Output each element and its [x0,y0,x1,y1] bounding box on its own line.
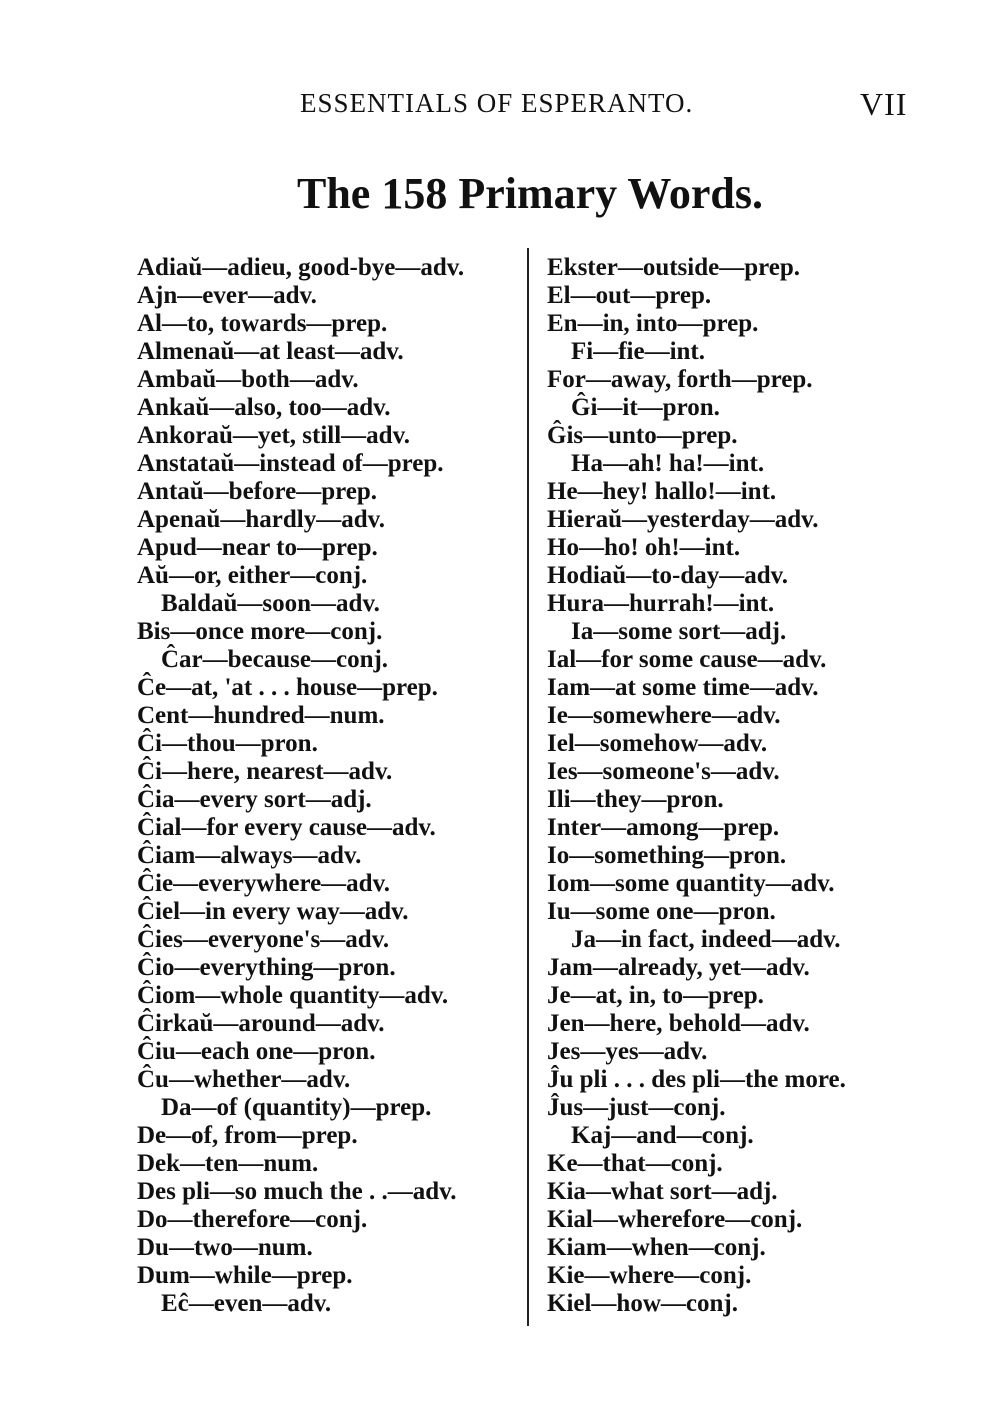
page-title: The 158 Primary Words. [296,169,764,218]
word-entry: Ĉu—whether—adv. [137,1066,351,1093]
word-entry: Ĉiu—each one—pron. [137,1038,376,1065]
word-entry: Ĉirkaŭ—around—adv. [137,1010,385,1037]
word-entry: Iom—some quantity—adv. [547,870,835,897]
word-entry: Jes—yes—adv. [547,1038,708,1065]
word-entry: Ie—somewhere—adv. [547,702,781,729]
word-entry: Jam—already, yet—adv. [547,954,810,981]
word-entry: Ĝi—it—pron. [571,394,720,421]
word-entry: Du—two—num. [137,1234,313,1261]
word-entry: Ankaŭ—also, too—adv. [137,394,391,421]
word-entry: Io—something—pron. [547,842,787,869]
word-entry: Eĉ—even—adv. [161,1290,332,1317]
word-entry: Ĵu pli . . . des pli—the more. [547,1066,846,1093]
word-entry: Kial—wherefore—conj. [547,1206,803,1233]
word-entry: Kia—what sort—adj. [547,1178,778,1205]
word-entry: Antaŭ—before—prep. [137,478,378,505]
column-divider [527,248,529,1326]
word-entry: En—in, into—prep. [547,310,759,337]
word-entry: Ili—they—pron. [547,786,724,813]
word-entry: El—out—prep. [547,282,712,309]
word-entry: De—of, from—prep. [137,1122,358,1149]
word-entry: Iel—somehow—adv. [547,730,768,757]
word-entry: Inter—among—prep. [547,814,780,841]
word-entry: Ajn—ever—adv. [137,282,317,309]
word-entry: Dum—while—prep. [137,1262,353,1289]
word-entry: Ja—in fact, indeed—adv. [571,926,841,953]
word-entry: Apenaŭ—hardly—adv. [137,506,385,533]
word-entry: Fi—fie—int. [571,338,706,365]
word-entry: Apud—near to—prep. [137,534,378,561]
word-entry: Ĉial—for every cause—adv. [137,814,436,841]
word-entry: Adiaŭ—adieu, good-bye—adv. [137,254,465,281]
word-entry: Ĉiel—in every way—adv. [137,898,409,925]
word-entry: Ankoraŭ—yet, still—adv. [137,422,410,449]
word-entry: Baldaŭ—soon—adv. [161,590,380,617]
word-entry: Ekster—outside—prep. [547,254,801,281]
word-entry: Anstataŭ—instead of—prep. [137,450,444,477]
word-entry: Ĉe—at, 'at . . . house—prep. [137,674,438,701]
word-entry: Ĉi—thou—pron. [137,730,318,757]
word-entry: Ĵus—just—conj. [547,1094,726,1121]
word-entry: Ho—ho! oh!—int. [547,534,741,561]
word-entry: Kiam—when—conj. [547,1234,766,1261]
running-title: ESSENTIALS OF ESPERANTO. [300,88,694,118]
word-entry: Dek—ten—num. [137,1150,319,1177]
word-entry: Hieraŭ—yesterday—adv. [547,506,819,533]
word-entry: Ies—someone's—adv. [547,758,780,785]
word-entry: Ha—ah! ha!—int. [571,450,765,477]
word-entry: Ĉie—everywhere—adv. [137,870,390,897]
page-number: VII [860,86,908,122]
word-entry: Da—of (quantity)—prep. [161,1094,432,1121]
right-word-column [547,254,846,1318]
word-entry: Ĉi—here, nearest—adv. [137,758,393,785]
word-entry: Ĉio—everything—pron. [137,954,396,981]
word-entry: For—away, forth—prep. [547,366,813,393]
word-entry: Ĉies—everyone's—adv. [137,926,390,953]
word-entry: Aŭ—or, either—conj. [137,562,368,589]
word-entry: Kiel—how—conj. [547,1290,738,1317]
word-entry: Almenaŭ—at least—adv. [137,338,404,365]
word-entry: Kaj—and—conj. [571,1122,754,1149]
word-entry: Ĉiom—whole quantity—adv. [137,982,449,1009]
word-entry: Jen—here, behold—adv. [547,1010,810,1037]
word-entry: Cent—hundred—num. [137,702,385,729]
word-entry: Hura—hurrah!—int. [547,590,775,617]
word-entry: He—hey! hallo!—int. [547,478,777,505]
word-entry: Ĉar—because—conj. [161,646,389,673]
word-entry: Je—at, in, to—prep. [547,982,764,1009]
word-entry: Hodiaŭ—to-day—adv. [547,562,789,589]
word-entry: Ĝis—unto—prep. [547,422,738,449]
word-entry: Al—to, towards—prep. [137,310,388,337]
left-word-column [137,254,464,1318]
word-entry: Bis—once more—conj. [137,618,383,645]
word-entry: Des pli—so much the . .—adv. [137,1178,457,1205]
word-entry: Ĉiam—always—adv. [137,842,362,869]
word-entry: Ke—that—conj. [547,1150,723,1177]
word-entry: Do—therefore—conj. [137,1206,368,1233]
word-entry: Iam—at some time—adv. [547,674,819,701]
word-entry: Ial—for some cause—adv. [547,646,827,673]
word-entry: Ĉia—every sort—adj. [137,786,372,813]
word-entry: Kie—where—conj. [547,1262,752,1289]
word-entry: Iu—some one—pron. [547,898,776,925]
word-entry: Ia—some sort—adj. [571,618,787,645]
word-entry: Ambaŭ—both—adv. [137,366,359,393]
